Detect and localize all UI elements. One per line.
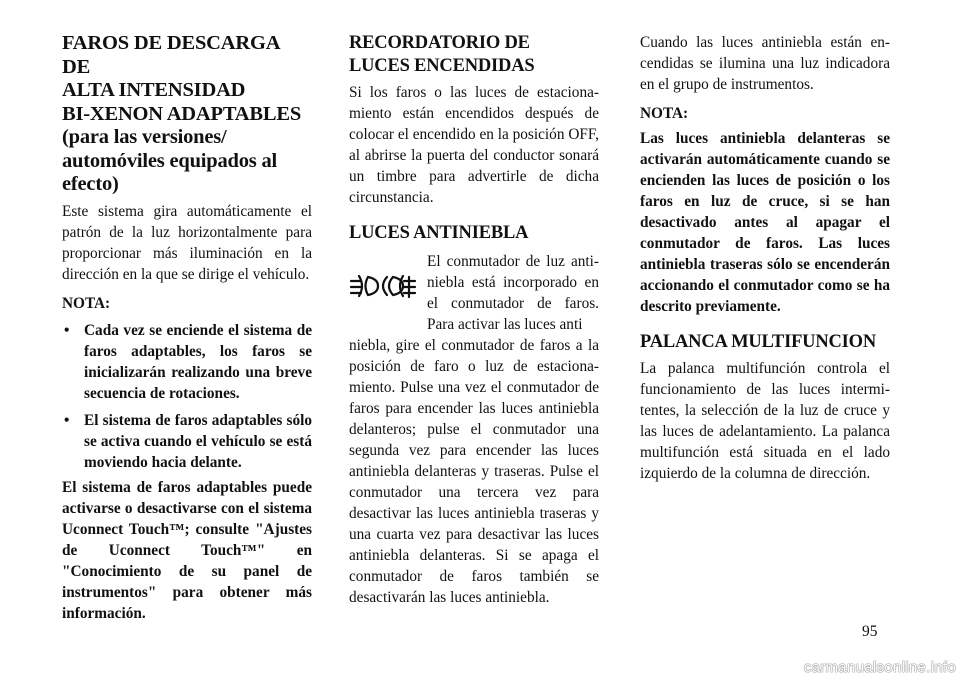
intro-paragraph: Este sistema gira automáticamente el patrón de la luz horizontalmente para proporcionar más iluminación en la dirección en la que se dirige el vehículo. — [62, 202, 312, 283]
note-bullet-item: • El sistema de faros adaptables sólo se activa cuando el vehículo se está moviendo hacia delante. — [62, 410, 312, 473]
fog-lights-block — [349, 251, 599, 608]
column-left — [62, 32, 312, 624]
multifunction-lever-paragraph: La palanca multifunción controla el funcionamiento de las luces intermitentes, la selección de la luz de cruce y las luces de adelantamiento. La palanca multifunción está situada en el lado izquierdo de la columna de dirección. — [640, 360, 890, 482]
page-number: 95 — [862, 623, 878, 640]
watermark: carmanualsonline.info — [803, 659, 956, 676]
heading-line: efecto) — [62, 173, 119, 195]
fog-indicator-paragraph: Cuando las luces antiniebla están encendidas se ilumina una luz indicadora en el grupo de instrumentos. — [640, 34, 890, 93]
uconnect-paragraph: El sistema de faros adaptables puede activarse o desactivarse con el sistema Uconnect Touch™; consulte "Ajustes de Uconnect Touch™" en "Conocimiento de su panel de instrumentos" para obtener más información. — [62, 478, 312, 622]
column-right — [640, 32, 890, 484]
section-heading-fog-lights: LUCES ANTINIEBLA — [349, 223, 529, 243]
reminder-paragraph: Si los faros o las luces de estacionamiento están encendidos después de colocar el encendido en la posición OFF, al abrirse la puerta del conductor sonará un timbre para advertirle de dicha circunstancia. — [349, 84, 599, 206]
heading-line: RECORDATORIO DE — [349, 33, 530, 53]
heading-line: ALTA INTENSIDAD — [62, 79, 246, 101]
heading-line: FAROS DE DESCARGA DE — [62, 32, 280, 78]
section-heading-adaptive-headlamps — [62, 32, 312, 197]
fog-light-switch-icon — [349, 272, 417, 300]
fog-switch-paragraph-continued: niebla, gire el conmutador de faros a la posición de faro o luz de estacionamiento. Pulse una vez el conmutador de faros para encender las luces antiniebla delanteros; pulse el conmutador una segunda vez para encender las luces antiniebla delanteras y traseras. Pulse el conmutador una tercera vez para desactivar las luces antiniebla traseras y una cuarta vez para desactivar las luces antiniebla delanteras. Si se apaga el conmutador de faros también se desactivarán las luces antiniebla. — [349, 337, 599, 606]
heading-line: LUCES ENCENDIDAS — [349, 56, 535, 76]
note-bullet-list — [62, 320, 312, 473]
column-middle — [349, 32, 599, 608]
heading-line: BI-XENON ADAPTABLES — [62, 102, 302, 125]
fog-note-paragraph: Las luces antiniebla delanteras se activarán automáticamente cuando se encienden las luces de posición o los faros en luz de cruce, si se han desactivado antes al apagar el conmutador de faros. Las luces antiniebla traseras sólo se encenderán accionando el conmutador como se ha descrito previamente. — [640, 130, 890, 315]
note-label: NOTA: — [640, 105, 689, 122]
note-bullet-item: • Cada vez se enciende el sistema de faros adaptables, los faros se inicializarán realizando una breve secuencia de rotaciones. — [62, 320, 312, 404]
note-label: NOTA: — [62, 294, 111, 312]
heading-line: (para las versiones/ — [62, 126, 227, 148]
section-heading-multifunction-lever: PALANCA MULTIFUNCION — [640, 332, 877, 352]
heading-line: automóviles equipados al — [62, 149, 278, 172]
section-heading-lights-on-reminder — [349, 32, 599, 78]
fog-switch-paragraph-indented: El conmutador de luz antiniebla está incorporado en el conmutador de faros. Para activar las luces anti — [427, 253, 599, 333]
